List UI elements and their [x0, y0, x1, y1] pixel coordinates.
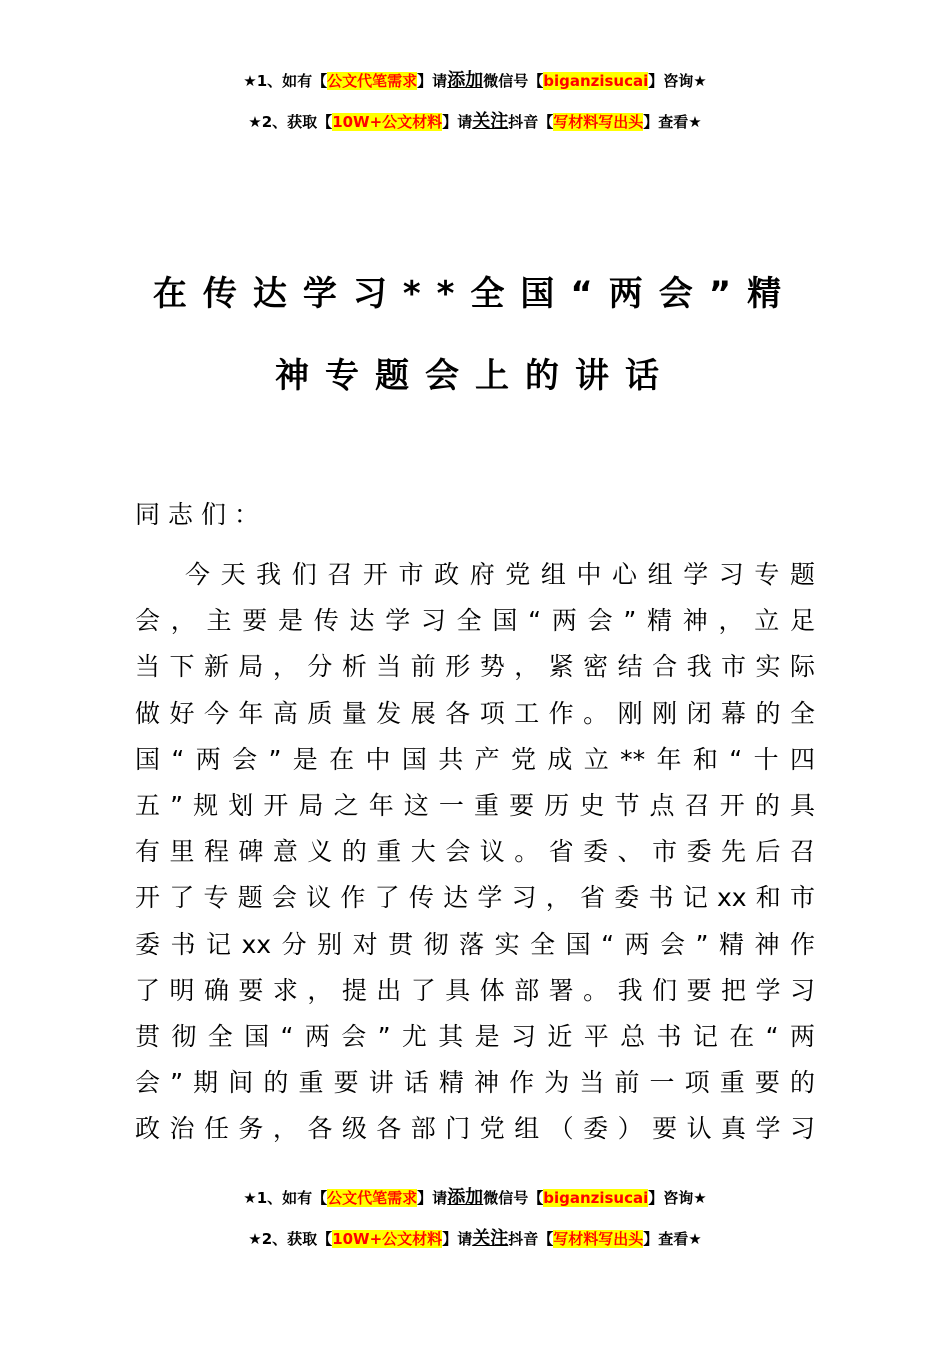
banner-text: 】咨询★ — [648, 72, 707, 90]
top-banner-line-1 — [0, 70, 950, 92]
document-title-line-2: 神专题会上的讲话 — [275, 356, 675, 396]
body-line: 贯彻全国“两会”尤其是习近平总书记在“两 — [135, 1021, 815, 1051]
banner-highlight: biganzisucai — [543, 1189, 649, 1207]
body-line: 有里程碑意义的重大会议。省委、市委先后召 — [135, 837, 815, 867]
banner-text: 】查看★ — [643, 113, 702, 131]
document-body — [135, 552, 815, 1152]
banner-text: 】请 — [417, 1189, 448, 1207]
document-title-line-1: 在传达学习**全国“两会”精 — [152, 274, 798, 314]
banner-highlight: biganzisucai — [543, 72, 649, 90]
body-line: 做好今年高质量发展各项工作。刚刚闭幕的全 — [135, 698, 815, 728]
banner-emphasis: 关注 — [472, 111, 509, 132]
banner-text: 微信号【 — [483, 1189, 544, 1207]
body-line: 政治任务，各级各部门党组（委）要认真学习 — [135, 1114, 815, 1144]
banner-text: 微信号【 — [483, 72, 544, 90]
banner-emphasis: 添加 — [447, 70, 484, 91]
banner-highlight: 公文代笔需求 — [327, 1189, 418, 1207]
banner-highlight: 公文代笔需求 — [327, 72, 418, 90]
body-line: 当下新局，分析当前形势，紧密结合我市实际 — [135, 652, 815, 682]
banner-text: 抖音【 — [508, 1230, 554, 1248]
banner-text: 】请 — [442, 113, 473, 131]
body-line: 开了专题会议作了传达学习，省委书记xx和市 — [135, 883, 815, 913]
bottom-banner-line-2 — [0, 1228, 950, 1250]
body-line: 会，主要是传达学习全国“两会”精神，立足 — [135, 606, 815, 636]
banner-text: 】请 — [417, 72, 448, 90]
banner-text: ★2、获取【 — [248, 1230, 333, 1248]
banner-text: 抖音【 — [508, 113, 554, 131]
body-line: 今天我们召开市政府党组中心组学习专题 — [185, 560, 815, 589]
banner-emphasis: 关注 — [472, 1228, 509, 1249]
banner-emphasis: 添加 — [447, 1187, 484, 1208]
banner-highlight: 写材料写出头 — [553, 1230, 644, 1248]
banner-text: ★1、如有【 — [243, 1189, 328, 1207]
banner-text: ★1、如有【 — [243, 72, 328, 90]
banner-text: 】请 — [442, 1230, 473, 1248]
body-line: 了明确要求，提出了具体部署。我们要把学习 — [135, 975, 815, 1005]
banner-text: 】咨询★ — [648, 1189, 707, 1207]
banner-highlight: 10W+公文材料 — [332, 1230, 443, 1248]
banner-text: ★2、获取【 — [248, 113, 333, 131]
banner-highlight: 10W+公文材料 — [332, 113, 443, 131]
top-banner-line-2 — [0, 111, 950, 133]
body-line: 委书记xx分别对贯彻落实全国“两会”精神作 — [135, 929, 815, 959]
banner-highlight: 写材料写出头 — [553, 113, 644, 131]
body-line: 国“两会”是在中国共产党成立**年和“十四 — [135, 744, 815, 774]
salutation: 同志们： — [135, 500, 268, 529]
body-line: 会”期间的重要讲话精神作为当前一项重要的 — [135, 1068, 815, 1098]
banner-text: 】查看★ — [643, 1230, 702, 1248]
body-line: 五”规划开局之年这一重要历史节点召开的具 — [135, 790, 815, 820]
bottom-banner-line-1 — [0, 1187, 950, 1209]
